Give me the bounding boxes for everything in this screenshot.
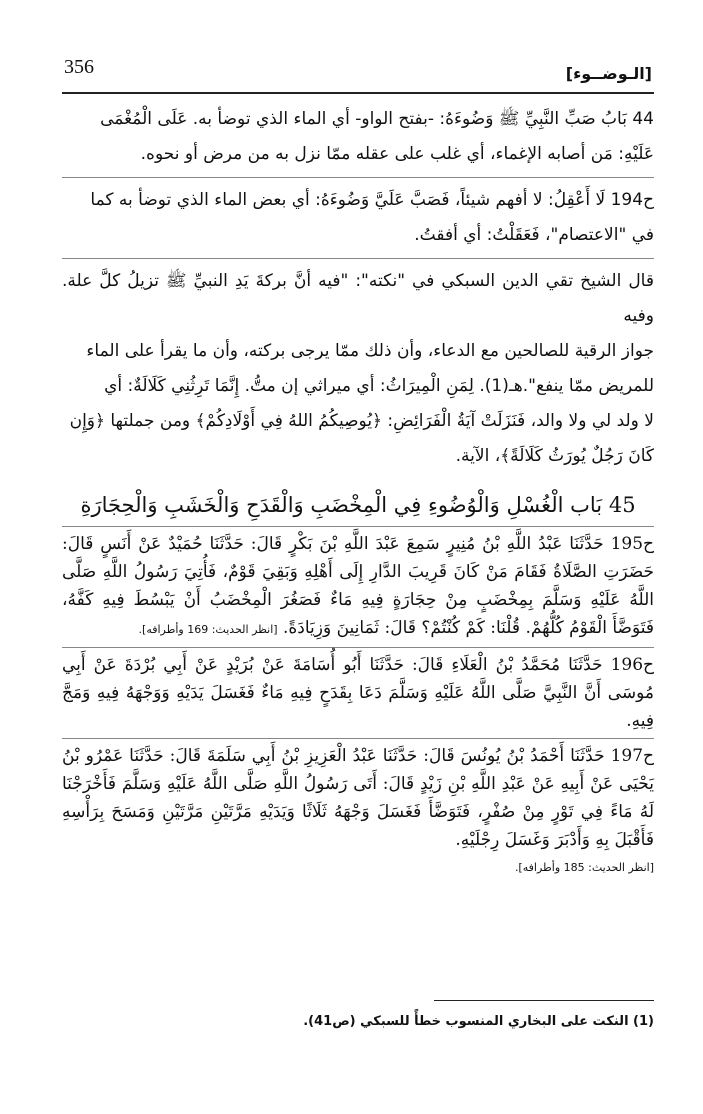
commentary-line: في "الاعتصام"، فَعَقَلْتُ: أي أفقتُ. bbox=[414, 225, 654, 245]
commentary-line: 44 بَابُ صَبِّ النَّبِيِّ ﷺ وَضُوءَهُ: -بفتح الواو- أي الماء الذي توضأ به. عَلَى الْمُغْمَى bbox=[100, 109, 654, 129]
hadith-text: ح195 حَدَّثَنَا عَبْدُ اللَّهِ بْنُ مُنِيرٍ سَمِعَ عَبْدَ اللَّهِ بْنَ بَكْرٍ قَالَ: حَدَّثَنَا حُمَيْدٌ عَنْ أَنَسٍ قَالَ: حَضَرَتِ الصَّلَاةُ فَقَامَ مَنْ كَانَ قَرِيبَ الدَّارِ إِلَى أَهْلِهِ وَبَقِيَ قَوْمٌ، فَأُتِيَ رَسُولُ اللَّهِ صَلَّى اللَّهُ عَلَيْهِ وَسَلَّمَ بِمِخْضَبٍ مِنْ حِجَارَةٍ فِيهِ مَاءٌ فَصَغُرَ الْمِخْضَبُ أَنْ يَبْسُطَ فِيهِ كَفَّهُ، فَتَوَضَّأَ الْقَوْمُ كُلُّهُمْ. قُلْنَا: كَمْ كُنْتُمْ؟ قَالَ: ثَمَانِينَ وَزِيَادَةً. bbox=[62, 534, 654, 638]
hadith-reference: [انظر الحديث: 185 وأطرافه]. bbox=[514, 861, 654, 874]
section-heading: 45 بَاب الْغُسْلِ وَالْوُضُوءِ فِي الْمِخْضَبِ وَالْقَدَحِ وَالْخَشَبِ وَالْحِجَارَةِ bbox=[80, 493, 636, 517]
commentary-block bbox=[62, 102, 654, 474]
commentary-line: ح194 لَا أَعْقِلُ: لا أفهم شيئاً، فَصَبَّ عَلَيَّ وَضُوءَهُ: أي بعض الماء الذي توضأ به كما bbox=[62, 177, 654, 218]
footnote: (1) النكت على البخاري المنسوب خطأً للسبكي (ص41). bbox=[303, 1014, 654, 1029]
hadith-196 bbox=[62, 647, 654, 735]
commentary-line: لا ولد لي ولا والد، فَنَزَلَتْ آيَةُ الْفَرَائِضِ: ﴿يُوصِيكُمُ اللهُ فِي أَوْلَادِكُمْ﴾ ومن جملتها ﴿وَإِن bbox=[69, 411, 654, 431]
commentary-line: قال الشيخ تقي الدين السبكي في "نكته": "فيه أنَّ بركةَ يَدِ النبيِّ ﷺ تزيلُ كلَّ علة. وفيه bbox=[62, 258, 654, 334]
hadith-195 bbox=[62, 526, 654, 644]
hadith-reference: [انظر الحديث: 169 وأطرافه]. bbox=[138, 623, 278, 636]
commentary-line: للمريض ممّا ينفع".هـ(1). لِمَنِ الْمِيرَاثُ: أي ميراثي إن متُّ. إِنَّمَا تَرِثُنِي كَلَالَةٌ: أي bbox=[104, 376, 654, 396]
hadith-text: ح196 حَدَّثَنَا مُحَمَّدُ بْنُ الْعَلَاءِ قَالَ: حَدَّثَنَا أَبُو أُسَامَةَ عَنْ بُرَيْدٍ عَنْ أَبِي بُرْدَةَ عَنْ أَبِي مُوسَى أَنَّ النَّبِيَّ صَلَّى اللَّهُ عَلَيْهِ وَسَلَّمَ دَعَا بِقَدَحٍ فِيهِ مَاءٌ فَغَسَلَ يَدَيْهِ وَوَجْهَهُ فِيهِ وَمَجَّ فِيهِ. bbox=[62, 655, 654, 731]
hadith-197 bbox=[62, 738, 654, 882]
commentary-line: كَانَ رَجُلٌ يُورَثُ كَلَالَةً﴾، الآية. bbox=[455, 446, 654, 466]
footnote-divider bbox=[434, 1000, 654, 1001]
chapter-title: [الـوضــوء] bbox=[565, 64, 652, 83]
page-header bbox=[62, 52, 654, 94]
book-page bbox=[62, 52, 654, 1072]
commentary-line: عَلَيْهِ: مَن أصابه الإغماء، أي غلب على عقله ممّا نزل به من مرض أو نحوه. bbox=[140, 144, 654, 164]
commentary-line: جواز الرقية للصالحين مع الدعاء، وأن ذلك ممّا يرجى بركته، وأن ما يقرأ على الماء bbox=[86, 341, 654, 361]
hadith-text: ح197 حَدَّثَنَا أَحْمَدُ بْنُ يُونُسَ قَالَ: حَدَّثَنَا عَبْدُ الْعَزِيزِ بْنُ أَبِي سَلَمَةَ قَالَ: حَدَّثَنَا عَمْرُو بْنُ يَحْيَى عَنْ أَبِيهِ عَنْ عَبْدِ اللَّهِ بْنِ زَيْدٍ قَالَ: أَتَى رَسُولُ اللَّهِ صَلَّى اللَّهُ عَلَيْهِ وَسَلَّمَ فَأَخْرَجْنَا لَهُ مَاءً فِي تَوْرٍ مِنْ صُفْرٍ، فَتَوَضَّأَ فَغَسَلَ وَجْهَهُ ثَلَاثًا وَيَدَيْهِ مَرَّتَيْنِ مَرَّتَيْنِ وَمَسَحَ بِرَأْسِهِ فَأَقْبَلَ بِهِ وَأَدْبَرَ وَغَسَلَ رِجْلَيْهِ. bbox=[62, 746, 654, 850]
page-number: 356 bbox=[64, 56, 94, 78]
